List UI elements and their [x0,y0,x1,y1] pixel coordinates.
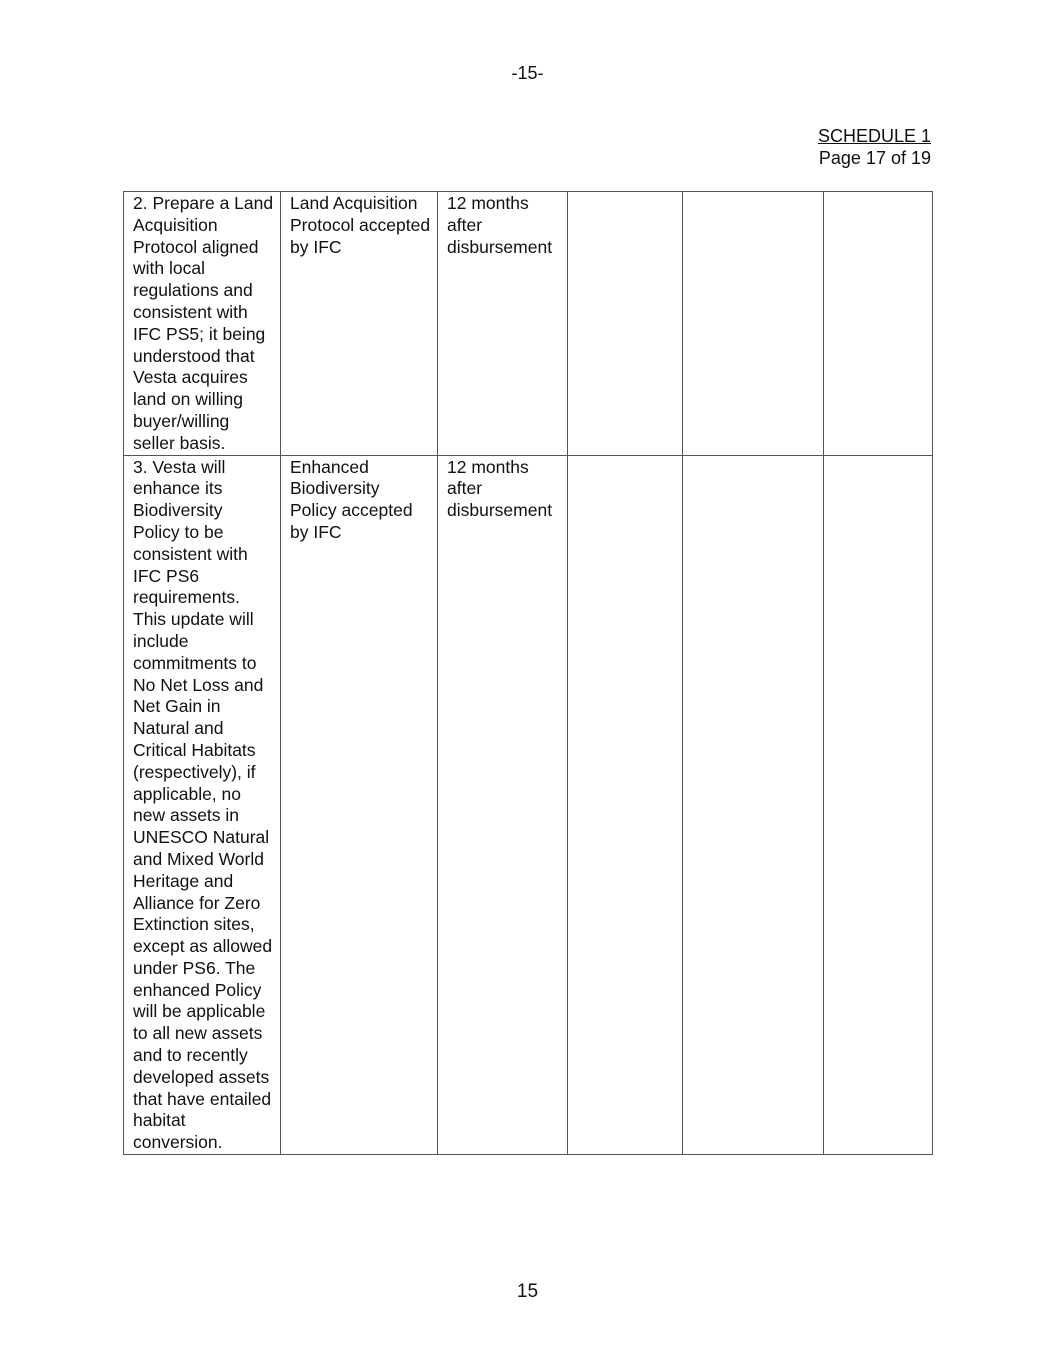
action-text: 2. Prepare a Land Acquisition Protocol aligned with local regulations and consistent with IFC PS5; it being understood that Vesta acquires land on willing buyer/willing seller basis. [133,193,274,453]
empty-cell [568,192,683,456]
empty-cell [824,192,933,456]
empty-cell [683,192,824,456]
page-marker-top: -15- [511,63,544,83]
action-cell [124,192,281,456]
page-of-label: Page 17 of 19 [818,148,931,168]
table-row [124,192,933,456]
table-row [124,455,933,1155]
deliverable-text: Enhanced Biodiversity Policy accepted by IFC [290,456,413,542]
schedule-title: SCHEDULE 1 [817,126,931,146]
action-cell [124,455,281,1155]
timeline-cell [438,192,568,456]
empty-cell [683,455,824,1155]
timeline-text: 12 months after disbursement [447,193,553,257]
empty-cell [568,455,683,1155]
deliverable-text: Land Acquisition Protocol accepted by IFC [290,193,431,257]
page-number-bottom: 15 [516,1281,539,1302]
timeline-cell [438,455,568,1155]
deliverable-cell [281,192,438,456]
timeline-text: 12 months after disbursement [447,456,553,521]
deliverable-cell [281,455,438,1155]
empty-cell [824,455,933,1155]
schedule-header [818,125,931,169]
action-text: 3. Vesta will enhance its Biodiversity Policy to be consistent with IFC PS6 requirements. This update will include commitments to No Net Loss and Net Gain in Natural and Critical Habitats (respectively), if applicable, no new assets in UNESCO Natural and Mixed World Heritage and Alliance for Zero Extinction sites, except as allowed under PS6. The enhanced Policy will be applicable to all new assets and to recently developed assets that have entailed habitat conversion. [133,456,273,1153]
action-plan-table [123,191,933,1155]
